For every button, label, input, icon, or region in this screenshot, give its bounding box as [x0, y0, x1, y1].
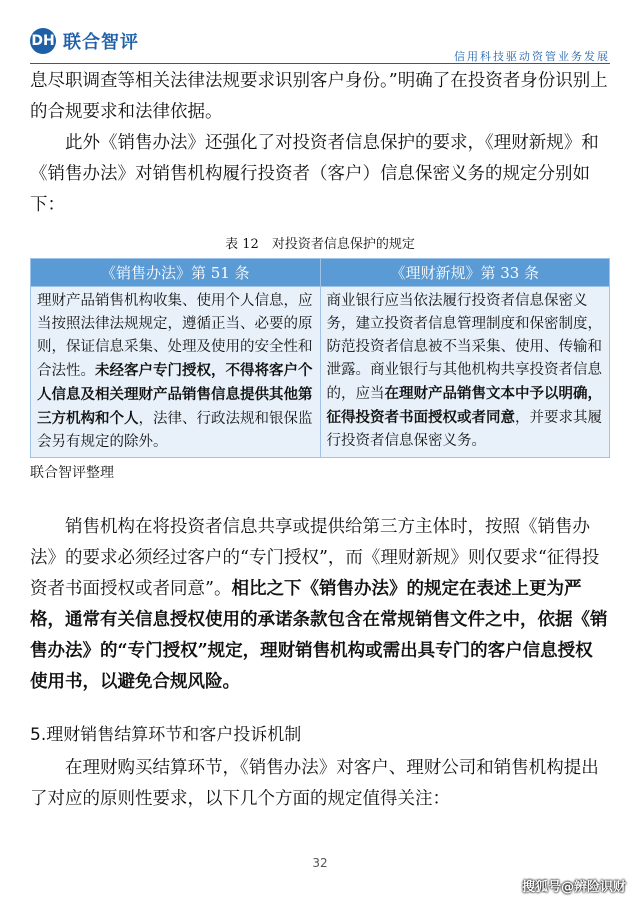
table-header-left: 《销售办法》第 51 条 [31, 259, 321, 287]
logo-icon: DH [30, 28, 56, 54]
info-protection-table [30, 258, 610, 458]
paragraph-text: 销售机构在将投资者信息共享或提供给第三方主体时，按照《销售办法》的要求必须经过客户的“专门授权”，而《理财新规》则仅要求“征得投资者书面授权或者同意”。 [30, 517, 600, 599]
table-cell-right [320, 287, 610, 458]
paragraph-bold-text: 相比之下《销售办法》的规定在表述上更为严格，通常有关信息授权使用的承诺条款包含在常规销售文件之中，依据《销售办法》的“专门授权”规定，理财销售机构或需出具专门的客户信息授权使用书，以避免合规风险。 [30, 579, 608, 692]
watermark: 搜狐号@辨险识财 [521, 880, 626, 895]
logo-text: 联合智评 [63, 32, 139, 53]
table-caption: 表 12 对投资者信息保护的规定 [225, 237, 415, 252]
logo [30, 28, 139, 54]
cell-text: ，法律、行政法规和银保监会另有规定的除外。 [37, 411, 313, 450]
cell-bold-text: 未经客户专门授权，不得将客户个人信息及相关理财产品销售信息提供其他第三方机构和个人 [37, 362, 313, 427]
paragraph-2: 此外《销售办法》还强化了对投资者信息保护的要求，《理财新规》和《销售办法》对销售机构履行投资者（客户）信息保密义务的规定分别如下： [30, 133, 599, 215]
paragraph-1: 息尽职调查等相关法律法规要求识别客户身份。”明确了在投资者身份识别上的合规要求和法律依据。 [30, 71, 608, 122]
table-source: 联合智评整理 [30, 465, 114, 481]
page-body [30, 66, 610, 815]
page-header [0, 0, 640, 66]
section-heading: 5.理财销售结算环节和客户投诉机制 [30, 725, 302, 745]
table-header-row [31, 259, 610, 287]
paragraph-4: 在理财购买结算环节，《销售办法》对客户、理财公司和销售机构提出了对应的原则性要求，以下几个方面的规定值得关注： [30, 758, 599, 809]
paragraph-3 [30, 512, 610, 698]
table-row [31, 287, 610, 458]
cell-text: 商业银行应当依法履行投资者信息保密义务，建立投资者信息管理制度和保密制度，防范投资者信息被不当采集、使用、传输和泄露。商业银行与其他机构共享投资者信息的，应当 [326, 293, 602, 402]
cell-text: 理财产品销售机构收集、使用个人信息，应当按照法律法规规定，遵循正当、必要的原则，保证信息采集、处理及使用的安全性和合法性。 [37, 293, 313, 379]
table-cell-left [31, 287, 321, 458]
cell-text: ，并要求其履行投资者信息保密义务。 [326, 410, 602, 449]
header-divider [30, 63, 610, 64]
page-number: 32 [312, 856, 328, 870]
cell-bold-text: 在理财产品销售文本中予以明确，征得投资者书面授权或者同意 [326, 385, 602, 426]
table-header-right: 《理财新规》第 33 条 [320, 259, 610, 287]
header-tagline: 信用科技驱动资管业务发展 [454, 50, 610, 63]
